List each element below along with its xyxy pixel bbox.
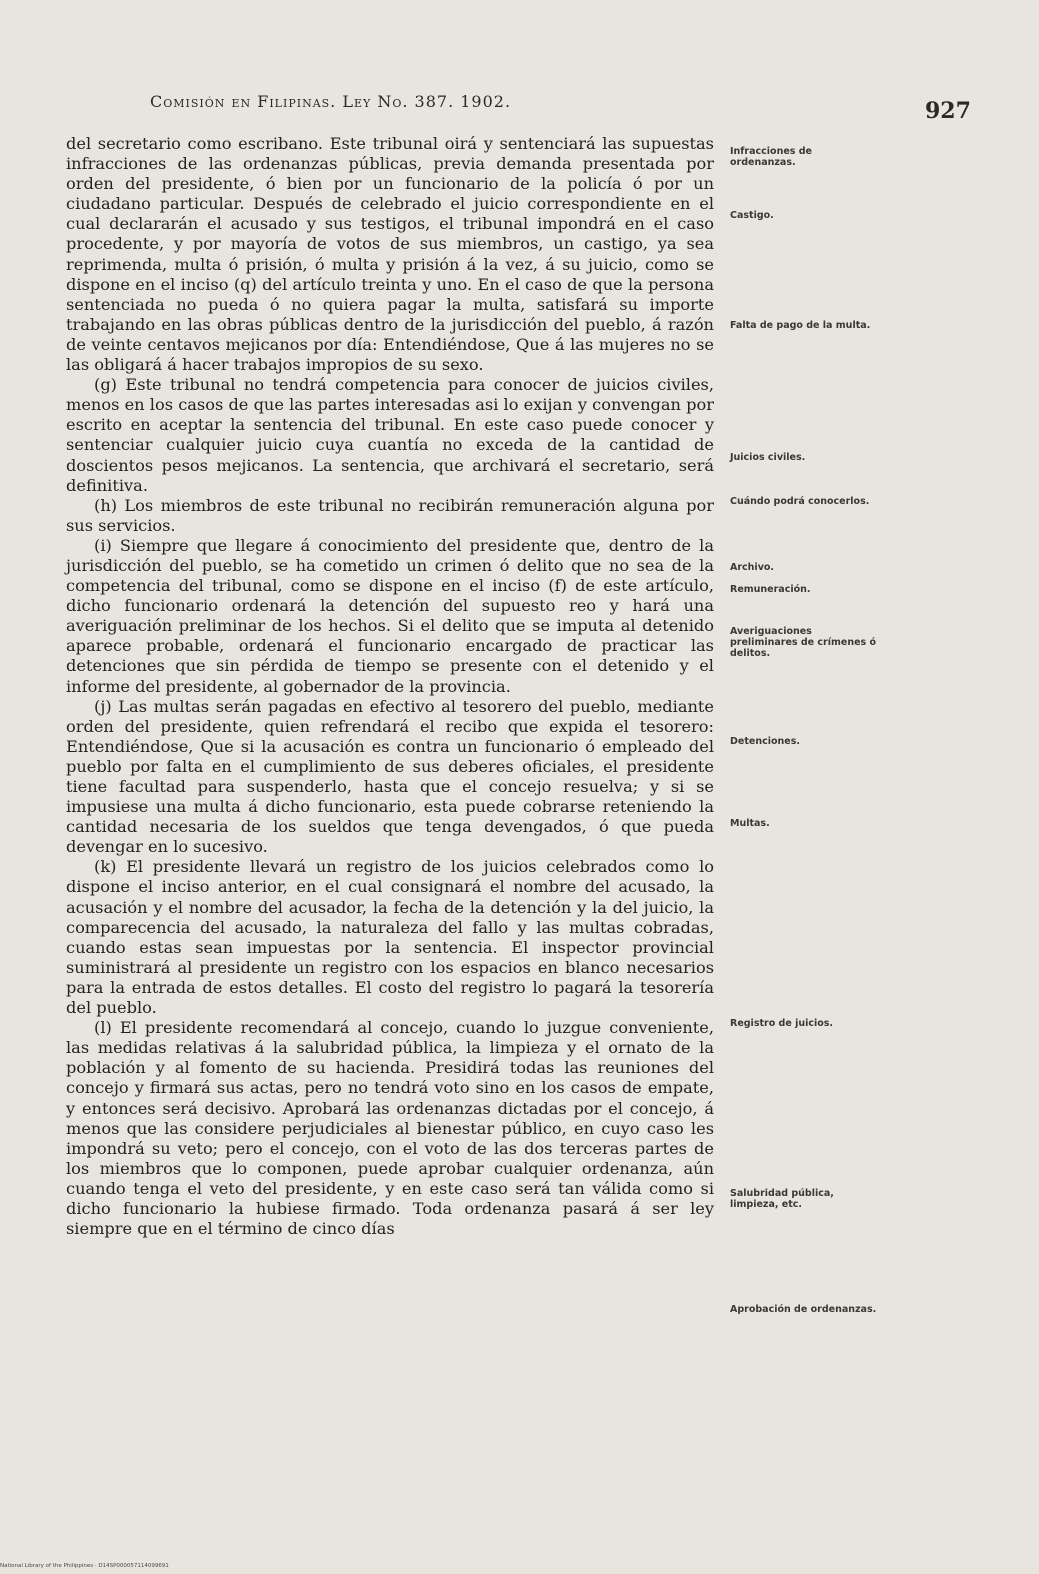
margin-note-infracciones: Infracciones de ordenanzas.	[730, 146, 812, 168]
paragraph-l: (l) El presidente recomendará al concejo, cuando lo juzgue conveniente, las medidas relativas á la salubridad pública, la limpieza y el ornato de la población y al fomento de su hacienda. Presidirá todas las reuniones del concejo y firmará sus actas, pero no tendrá voto sino en los casos de empate, y entonces será decisivo. Aprobará las ordenanzas dictadas por el concejo, á menos que las considere perjudiciales al bienestar público, en cuyo caso les impondrá su veto; pero el concejo, con el voto de las dos terceras partes de los miembros que lo componen, puede aprobar cualquier ordenanza, aún cuando tenga el veto del presidente, y en este caso será tan válida como si dicho funcionario la hubiese firmado. Toda ordenanza pasará á ser ley siempre que en el término de cinco días	[66, 1018, 714, 1239]
margin-note-detenciones: Detenciones.	[730, 736, 800, 747]
margin-note-cuando-conocer: Cuándo podrá conocerlos.	[730, 496, 870, 507]
margin-note-castigo: Castigo.	[730, 210, 774, 221]
margin-note-aprobacion: Aprobación de ordenanzas.	[730, 1304, 877, 1315]
scan-footer: National Library of the Philippines · D14SP000057114099691	[0, 1563, 169, 1569]
page-number: 927	[925, 98, 971, 124]
margin-note-falta-pago: Falta de pago de la multa.	[730, 320, 871, 331]
margin-note-registro-juicios: Registro de juicios.	[730, 1018, 834, 1029]
margin-note-juicios-civiles: Juicios civiles.	[730, 452, 806, 463]
paragraph-continuation: del secretario como escribano. Este tribunal oirá y sentenciará las supuestas infracciones de las ordenanzas públicas, previa demanda presentada por orden del presidente, ó bien por un funcionario de la policía ó por un ciudadano particular. Después de celebrado el juicio correspondiente en el cual declararán el acusado y sus testigos, el tribunal impondrá en el caso procedente, y por mayoría de votos de sus miembros, un castigo, ya sea reprimenda, multa ó prisión, ó multa y prisión á la vez, á su juicio, como se dispone en el inciso (q) del artículo treinta y uno. En el caso de que la persona sentenciada no pueda ó no quiera pagar la multa, satisfará su importe trabajando en las obras públicas dentro de la jurisdicción del pueblo, á razón de veinte centavos mejicanos por día: Entendiéndose, Que á las mujeres no se las obligará á hacer trabajos impropios de su sexo.	[66, 134, 714, 375]
paragraph-g: (g) Este tribunal no tendrá competencia para conocer de juicios civiles, menos en los casos de que las partes interesadas asi lo exijan y convengan por escrito en aceptar la sentencia del tribunal. En este caso puede conocer y sentenciar cualquier juicio cuya cuantía no exceda de la cantidad de doscientos pesos mejicanos. La sentencia, que archivará el secretario, será definitiva.	[66, 375, 714, 495]
paragraph-h: (h) Los miembros de este tribunal no recibirán remuneración alguna por sus servicios.	[66, 495, 714, 535]
margin-note-averiguaciones: Averiguaciones preliminares de crímenes ó delitos.	[730, 626, 877, 659]
paragraph-i: (i) Siempre que llegare á conocimiento del presidente que, dentro de la jurisdicción del pueblo, se ha cometido un crimen ó delito que no sea de la competencia del tribunal, como se dispone en el inciso (f) de este artículo, dicho funcionario ordenará la detención del supuesto reo y hará una averiguación preliminar de los hechos. Si el delito que se imputa al detenido aparece probable, ordenará el funcionario encargado de practicar las detenciones que sin pérdida de tiempo se presente con el detenido y el informe del presidente, al gobernador de la provincia.	[66, 535, 714, 696]
body-text	[66, 134, 714, 1239]
margin-note-remuneracion: Remuneración.	[730, 584, 811, 595]
paragraph-j: (j) Las multas serán pagadas en efectivo al tesorero del pueblo, mediante orden del presidente, quien refrendará el recibo que expida el tesorero: Entendiéndose, Que si la acusación es contra un funcionario ó empleado del pueblo por falta en el cumplimiento de sus deberes oficiales, el presidente tiene facultad para suspenderlo, hasta que el concejo resuelva; y si se impusiese una multa á dicho funcionario, esta puede cobrarse reteniendo la cantidad necesaria de los sueldos que tenga devengados, ó que pueda devengar en lo sucesivo.	[66, 696, 714, 857]
margin-note-archivo: Archivo.	[730, 562, 775, 573]
running-header: Comisión en Filipinas. Ley No. 387. 1902.	[150, 92, 512, 111]
paragraph-k: (k) El presidente llevará un registro de los juicios celebrados como lo dispone el inciso anterior, en el cual consignará el nombre del acusado, la acusación y el nombre del acusador, la fecha de la detención y la del juicio, la comparecencia del acusado, la naturaleza del fallo y las multas cobradas, cuando estas sean impuestas por la sentencia. El inspector provincial suministrará al presidente un registro con los espacios en blanco necesarios para la entrada de estos detalles. El costo del registro lo pagará la tesorería del pueblo.	[66, 857, 714, 1018]
margin-note-salubridad: Salubridad pública, limpieza, etc.	[730, 1188, 834, 1210]
margin-note-multas: Multas.	[730, 818, 770, 829]
